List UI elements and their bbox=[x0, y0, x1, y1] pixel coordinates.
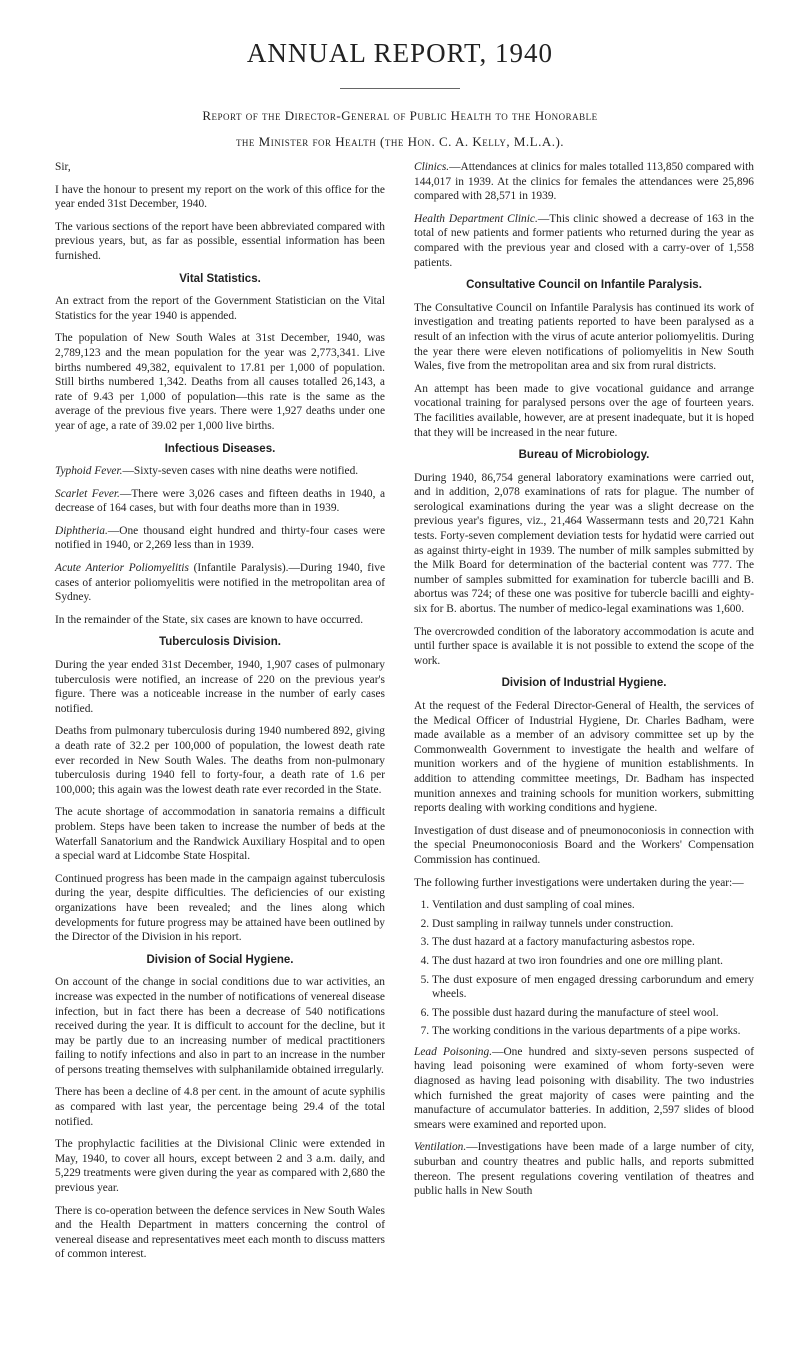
report-subtitle bbox=[0, 103, 800, 155]
paragraph: The population of New South Wales at 31st December, 1940, was 2,789,123 and the mean population for the year was 2,773,341. Live births numbered 49,382, equivalent to 17.81 per 1,000 of population. Still births numbered 1,342. Deaths from all causes totalled 26,143, a rate of 9.43 per 1,000 of population—this rate is the same as the average of the previous five years. There were 1,927 deaths under one year of age, a rate of 39.02 per 1,000 live births. bbox=[55, 332, 385, 432]
section-heading-tuberculosis: Tuberculosis Division. bbox=[159, 636, 281, 649]
paragraph-text: —Sixty-seven cases with nine deaths were notified. bbox=[122, 465, 359, 478]
paragraph-scarlet bbox=[55, 487, 385, 516]
paragraph: An attempt has been made to give vocational guidance and arrange vocational training for paralysed persons over the age of fourteen years. The facilities available, however, are at present inadequate, but it is hoped that they will be increased in the near future. bbox=[414, 382, 754, 439]
paragraph: Deaths from pulmonary tuberculosis during 1940 numbered 892, giving a death rate of 32.2 per 100,000 of population, the lowest death rate ever recorded in New South Wales. The deaths from non-pulmonary tuberculosis during 1940 fell to forty-four, a death rate of 1.6 per 100,000; this again was the lowest death rate ever recorded in the State. bbox=[55, 725, 385, 796]
lead-in: Typhoid Fever. bbox=[55, 465, 123, 478]
paragraph-diphtheria bbox=[55, 524, 385, 553]
paragraph: There has been a decline of 4.8 per cent. in the amount of acute syphilis as compared with last year, the percentage being 29.4 of the total notified. bbox=[55, 1086, 385, 1128]
list-item: 4. The dust hazard at two iron foundries and one ore milling plant. bbox=[432, 954, 754, 969]
lead-in: Acute Anterior Poliomyelitis bbox=[55, 562, 189, 575]
lead-in: Lead Poisoning. bbox=[414, 1045, 493, 1058]
paragraph: There is co-operation between the defence services in New South Wales and the Health Department in matters concerning the control of venereal disease and representatives meet each month to discuss matters of common interest. bbox=[55, 1204, 385, 1261]
paragraph: An extract from the report of the Government Statistician on the Vital Statistics for the year 1940 is appended. bbox=[55, 295, 385, 322]
intro-paragraph: The various sections of the report have been abbreviated compared with previous years, but, as far as possible, essential information has been furnished. bbox=[55, 220, 385, 262]
list-item: 2. Dust sampling in railway tunnels under construction. bbox=[432, 917, 754, 932]
page-title: ANNUAL REPORT, 1940 bbox=[246, 38, 554, 68]
paragraph: The acute shortage of accommodation in sanatoria remains a difficult problem. Steps have been taken to increase the number of beds at the Waterfall Sanatorium and the Randwick Auxiliary Hospital and to open a special ward at Lidcombe State Hospital. bbox=[55, 806, 385, 863]
section-heading-infectious-diseases: Infectious Diseases. bbox=[164, 442, 276, 455]
title-rule bbox=[340, 88, 460, 89]
paragraph: During the year ended 31st December, 1940, 1,907 cases of pulmonary tuberculosis were notified, an increase of 220 on the previous year's figure. There was a noticeable increase in the number of early cases notified. bbox=[55, 659, 385, 715]
paragraph: Investigation of dust disease and of pneumonoconiosis in connection with the special Pneumonoconiosis Board and the Workers' Compensation Commission has continued. bbox=[414, 824, 754, 866]
paragraph-text: —One hundred and sixty-seven persons suspected of having lead poisoning were examined of whom forty-seven were diagnosed as having lead poisoning with disability. The two industries which furnished the great majority of cases were painting and the manufacture of accumulator batteries. In addition, 2,597 slides of blood smears were examined and reported upon. bbox=[414, 1045, 754, 1131]
list-item: 5. The dust exposure of men engaged dressing carborundum and emery wheels. bbox=[432, 973, 754, 1002]
paragraph: Continued progress has been made in the campaign against tuberculosis during the year, despite difficulties. The deficiencies of our existing organizations have been revealed; and the lines along which developments for future progress may be attained have been outlined by the Director of the Division in his report. bbox=[55, 872, 385, 944]
section-heading-industrial-hygiene: Division of Industrial Hygiene. bbox=[501, 677, 667, 690]
subtitle-line-2: the Minister for Health (the Hon. C. A. Kelly, M.L.A.). bbox=[235, 134, 565, 149]
lead-in: Clinics. bbox=[414, 161, 450, 173]
left-column bbox=[55, 160, 385, 1270]
paragraph-lead-poisoning bbox=[414, 1045, 754, 1133]
paragraph-text: —This clinic showed a decrease of 163 in the total of new patients and former patients who returned during the year as compared with the previous year and closed with a carry-over of 1,558 patients. bbox=[414, 212, 754, 269]
section-heading-infantile-paralysis: Consultative Council on Infantile Paralysis. bbox=[466, 279, 702, 292]
paragraph-typhoid bbox=[55, 464, 385, 479]
paragraph-ventilation bbox=[414, 1140, 754, 1198]
paragraph: During 1940, 86,754 general laboratory examinations were carried out, and in addition, 2,078 examinations of rats for plague. The number of serological examinations during the year was a slight decrease on the previous year's figures, viz., 21,464 Wassermann tests and 20,721 Kahn tests. Forty-seven complement deviation tests for hydatid were carried out as against thirty-eight in 1939. The number of milk samples submitted by the Milk Board for determination of the bacterial content was 777. The number of samples submitted for examination for tubercle bacilli and B. abortus was 724; of these one was positive for tubercle bacilli and eighty-six for B. abortus. The number of medico-legal examinations was 1,600. bbox=[414, 471, 754, 616]
paragraph: The prophylactic facilities at the Divisional Clinic were extended in May, 1940, to cover all hours, except between 2 and 3 a.m. daily, and 5,229 treatments were given during the year as compared with 2,680 the previous year. bbox=[55, 1138, 385, 1195]
lead-in: Health Department Clinic. bbox=[414, 212, 538, 225]
paragraph-health-clinic bbox=[414, 212, 754, 270]
right-column bbox=[414, 160, 754, 1207]
paragraph: The Consultative Council on Infantile Paralysis has continued its work of investigation and treating patients reported to have been paralysed as a result of an infection with the virus of acute anterior poliomyelitis. During the year there were eleven notifications of poliomyelitis in New South Wales, five from the metropolitan area and six from rural districts. bbox=[414, 301, 754, 373]
lead-in: Scarlet Fever. bbox=[55, 487, 120, 500]
investigations-list bbox=[414, 898, 754, 1039]
paragraph-polio bbox=[55, 561, 385, 605]
paragraph-text: —One thousand eight hundred and thirty-four cases were notified in 1940, or 2,269 less than in 1939. bbox=[55, 524, 385, 552]
section-heading-social-hygiene: Division of Social Hygiene. bbox=[146, 953, 294, 966]
salutation: Sir, bbox=[55, 161, 71, 173]
paragraph-text: —There were 3,026 cases and fifteen deaths in 1940, a decrease of 164 cases, but with four deaths more than in 1939. bbox=[55, 487, 385, 515]
intro-paragraph: I have the honour to present my report on the work of this office for the year ended 31st December, 1940. bbox=[55, 183, 385, 211]
paragraph: The overcrowded condition of the laboratory accommodation is acute and until further space is available it is not possible to extend the scope of the work. bbox=[414, 625, 754, 667]
lead-in: Ventilation. bbox=[414, 1141, 467, 1154]
subtitle-line-1: Report of the Director-General of Public Health to the Honorable bbox=[202, 108, 598, 123]
list-item: 7. The working conditions in the various departments of a pipe works. bbox=[432, 1024, 754, 1039]
paragraph-text: —Investigations have been made of a large number of city, suburban and country theatres and public halls, and reports submitted thereon. The present regulations covering ventilation of theatres and public halls in New South bbox=[414, 1141, 754, 1198]
paragraph-text: (Infantile Paralysis).—During 1940, five cases of anterior poliomyelitis were notified in the metropolitan area of Sydney. bbox=[55, 562, 385, 604]
paragraph: The following further investigations were undertaken during the year:— bbox=[414, 876, 744, 889]
list-item: 3. The dust hazard at a factory manufacturing asbestos rope. bbox=[432, 935, 754, 950]
paragraph: On account of the change in social conditions due to war activities, an increase was expected in the number of notifications of venereal disease infection, but in fact there has been a decrease of 540 notifications received during the year. It is difficult to account for the decline, but it may be partly due to an increasing number of medical practitioners failing to notify infections and also in part to an increase in the number of persons treating themselves with sulphanilamide obtained irregularly. bbox=[55, 976, 385, 1076]
paragraph-clinics bbox=[414, 160, 754, 204]
paragraph: At the request of the Federal Director-General of Health, the services of the Medical Officer of Industrial Hygiene, Dr. Charles Badham, were made available as a member of an advisory committee set up by the Commonwealth Government to investigate the health and welfare of munition workers and of the hygiene of munition establishments. In addition to attending committee meetings, Dr. Badham has inspected munition annexes and training schools for munition workers, submitting reports dealing with working conditions and hygiene. bbox=[414, 700, 754, 815]
lead-in: Diphtheria. bbox=[55, 524, 108, 537]
list-item: 1. Ventilation and dust sampling of coal mines. bbox=[432, 898, 754, 913]
paragraph-text: —Attendances at clinics for males totalled 113,850 compared with 144,017 in 1939. At the clinics for females the attendances were 25,896 compared with 28,571 in 1939. bbox=[414, 161, 754, 203]
section-heading-vital-statistics: Vital Statistics. bbox=[179, 272, 261, 285]
paragraph: In the remainder of the State, six cases are known to have occurred. bbox=[55, 613, 364, 626]
list-item: 6. The possible dust hazard during the manufacture of steel wool. bbox=[432, 1006, 754, 1021]
section-heading-microbiology: Bureau of Microbiology. bbox=[518, 449, 650, 462]
